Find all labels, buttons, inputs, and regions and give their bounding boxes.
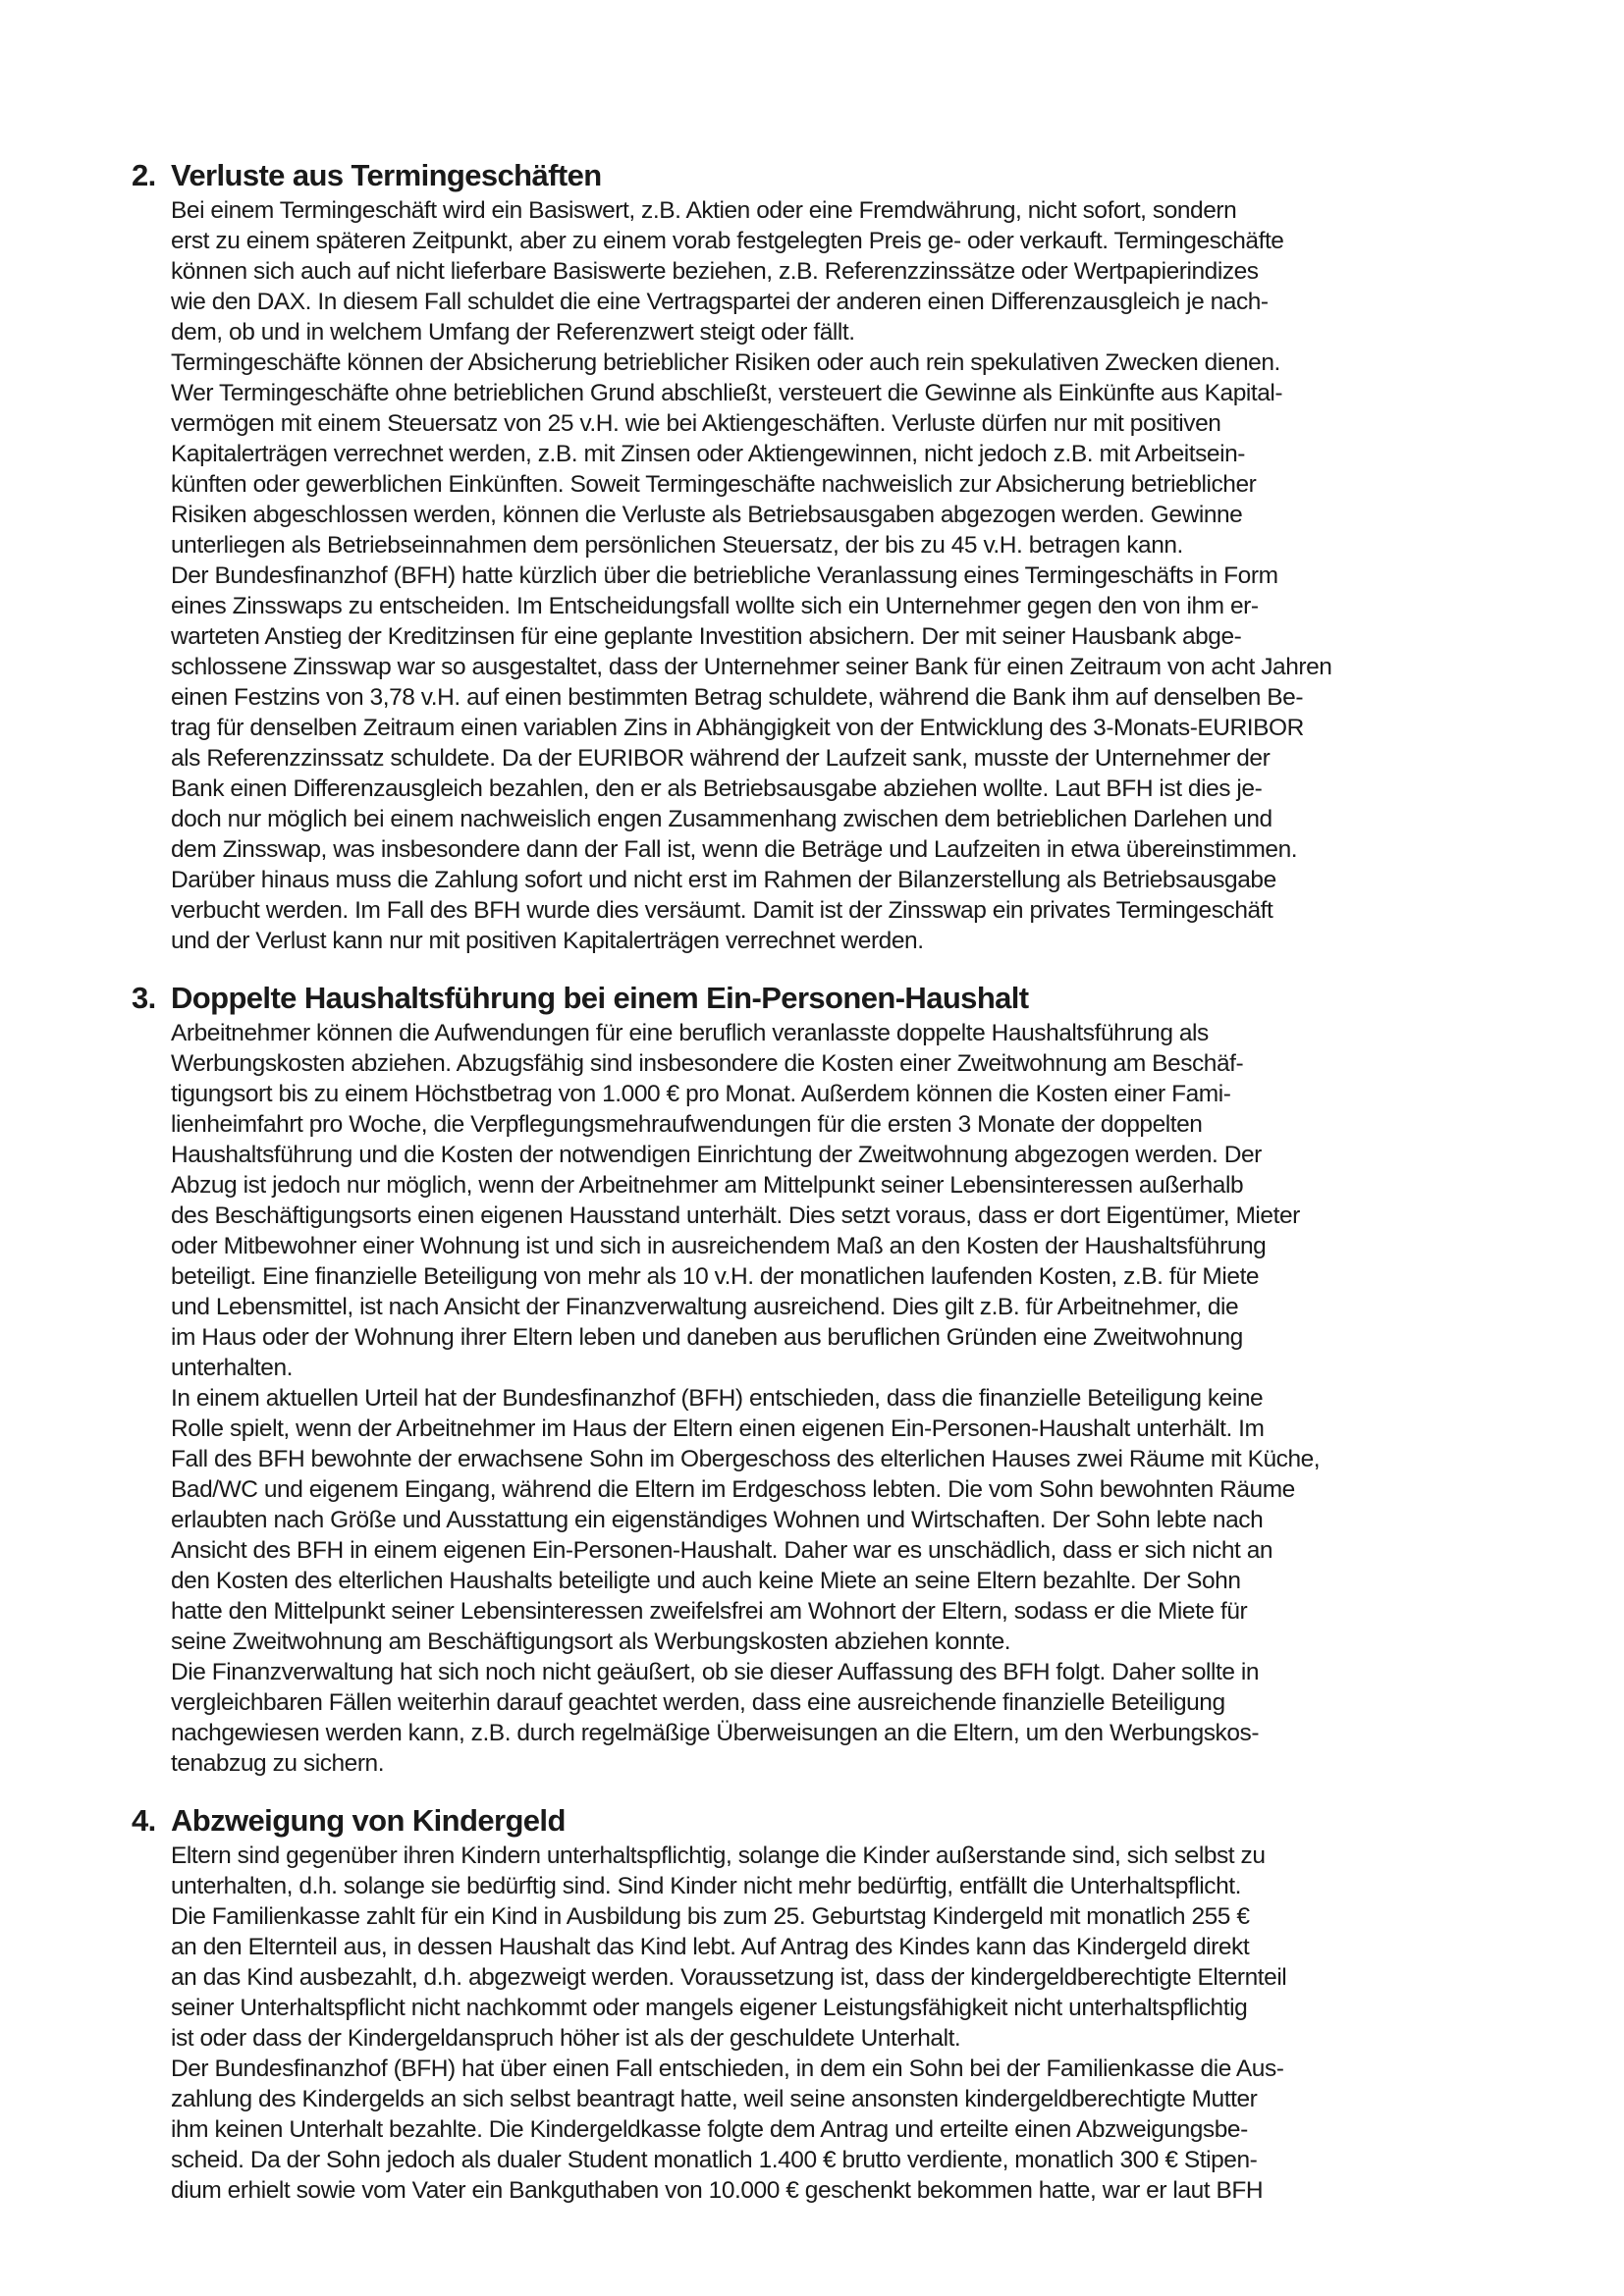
body-line: Die Finanzverwaltung hat sich noch nicht geäußert, ob sie dieser Auffassung des BFH folgt. Daher sollte in (171, 1659, 1260, 1685)
body-line: Rolle spielt, wenn der Arbeitnehmer im Haus der Eltern einen eigenen Ein-Personen-Haushalt unterhält. Im (171, 1415, 1265, 1442)
body-line: oder Mitbewohner einer Wohnung ist und sich in ausreichendem Maß an den Kosten der Haushaltsführung (171, 1233, 1267, 1259)
body-line: tigungsort bis zu einem Höchstbetrag von 1.000 € pro Monat. Außerdem können die Kosten einer Fami- (171, 1081, 1231, 1107)
body-line: schlossene Zinsswap war so ausgestaltet, dass der Unternehmer seiner Bank für einen Zeitraum von acht Jahren (171, 654, 1332, 680)
body-line: seine Zweitwohnung am Beschäftigungsort als Werbungskosten abziehen konnte. (171, 1629, 1011, 1655)
section-number: 2. (132, 158, 156, 192)
section-heading (132, 1800, 1469, 1841)
body-line: Haushaltsführung und die Kosten der notwendigen Einrichtung der Zweitwohnung abgezogen werden. Der (171, 1142, 1262, 1168)
section-body (171, 1018, 1469, 1779)
section-title: Verluste aus Termingeschäften (171, 158, 602, 192)
body-line: vermögen mit einem Steuersatz von 25 v.H. wie bei Aktiengeschäften. Verluste dürfen nur mit positiven (171, 410, 1221, 437)
body-line: Kapitalerträgen verrechnet werden, z.B. mit Zinsen oder Aktiengewinnen, nicht jedoch z.B. mit Arbeitsein- (171, 441, 1245, 467)
body-line: Bad/WC und eigenem Eingang, während die Eltern im Erdgeschoss lebten. Die vom Sohn bewohnten Räume (171, 1476, 1295, 1503)
section-title: Abzweigung von Kindergeld (171, 1803, 566, 1838)
body-line: zahlung des Kindergelds an sich selbst beantragt hatte, weil seine ansonsten kindergeldberechtigte Mutter (171, 2086, 1258, 2112)
body-line: unterliegen als Betriebseinnahmen dem persönlichen Steuersatz, der bis zu 45 v.H. betragen kann. (171, 532, 1183, 559)
body-line: hatte den Mittelpunkt seiner Lebensinteressen zweifelsfrei am Wohnort der Eltern, sodass er die Miete für (171, 1598, 1248, 1625)
section-body (171, 1841, 1469, 2206)
body-line: tenabzug zu sichern. (171, 1750, 385, 1777)
section-number: 3. (132, 981, 156, 1015)
body-line: dem, ob und in welchem Umfang der Referenzwert steigt oder fällt. (171, 319, 855, 346)
body-line: als Referenzzinssatz schuldete. Da der EURIBOR während der Laufzeit sank, musste der Unternehmer der (171, 745, 1271, 772)
body-line: Bank einen Differenzausgleich bezahlen, den er als Betriebsausgabe abziehen wollte. Laut BFH ist dies je- (171, 775, 1263, 802)
section (132, 1800, 1469, 2206)
body-line: dem Zinsswap, was insbesondere dann der Fall ist, wenn die Beträge und Laufzeiten in etwa übereinstimmen. (171, 836, 1298, 863)
body-line: eines Zinsswaps zu entscheiden. Im Entscheidungsfall wollte sich ein Unternehmer gegen den von ihm er- (171, 593, 1259, 619)
body-line: Wer Termingeschäfte ohne betrieblichen Grund abschließt, versteuert die Gewinne als Einkünfte aus Kapital- (171, 380, 1283, 406)
body-line: und der Verlust kann nur mit positiven Kapitalerträgen verrechnet werden. (171, 928, 924, 954)
body-line: im Haus oder der Wohnung ihrer Eltern leben und daneben aus beruflichen Gründen eine Zweitwohnung (171, 1324, 1243, 1351)
body-line: Die Familienkasse zahlt für ein Kind in Ausbildung bis zum 25. Geburtstag Kindergeld mit monatlich 255 € (171, 1903, 1250, 1930)
body-line: vergleichbaren Fällen weiterhin darauf geachtet werden, dass eine ausreichende finanzielle Beteiligung (171, 1689, 1225, 1716)
body-line: verbucht werden. Im Fall des BFH wurde dies versäumt. Damit ist der Zinsswap ein privates Termingeschäft (171, 897, 1273, 924)
body-line: unterhalten. (171, 1355, 294, 1381)
body-line: unterhalten, d.h. solange sie bedürftig sind. Sind Kinder nicht mehr bedürftig, entfällt die Unterhaltspflicht. (171, 1873, 1241, 1899)
body-line: doch nur möglich bei einem nachweislich engen Zusammenhang zwischen dem betrieblichen Darlehen und (171, 806, 1272, 832)
body-line: Arbeitnehmer können die Aufwendungen für eine beruflich veranlasste doppelte Haushaltsführung als (171, 1020, 1209, 1046)
body-line: einen Festzins von 3,78 v.H. auf einen bestimmten Betrag schuldete, während die Bank ihm auf denselben Be- (171, 684, 1304, 711)
body-line: künften oder gewerblichen Einkünften. Soweit Termingeschäfte nachweislich zur Absicherung betrieblicher (171, 471, 1257, 498)
section-title: Doppelte Haushaltsführung bei einem Ein-Personen-Haushalt (171, 981, 1029, 1015)
body-line: Fall des BFH bewohnte der erwachsene Sohn im Obergeschoss des elterlichen Hauses zwei Räume mit Küche, (171, 1446, 1321, 1472)
body-line: den Kosten des elterlichen Haushalts beteiligte und auch keine Miete an seine Eltern bezahlte. Der Sohn (171, 1568, 1241, 1594)
body-line: wie den DAX. In diesem Fall schuldet die eine Vertragspartei der anderen einen Differenzausgleich je nach- (171, 289, 1269, 315)
body-line: erst zu einem späteren Zeitpunkt, aber zu einem vorab festgelegten Preis ge- oder verkauft. Termingeschäfte (171, 228, 1284, 254)
body-line: trag für denselben Zeitraum einen variablen Zins in Abhängigkeit von der Entwicklung des 3-Monats-EURIBOR (171, 715, 1304, 741)
body-line: an das Kind ausbezahlt, d.h. abgezweigt werden. Voraussetzung ist, dass der kindergeldberechtigte Elternteil (171, 1964, 1287, 1991)
body-line: ist oder dass der Kindergeldanspruch höher ist als der geschuldete Unterhalt. (171, 2025, 961, 2052)
body-line: ihm keinen Unterhalt bezahlte. Die Kindergeldkasse folgte dem Antrag und erteilte einen Abzweigungsbe- (171, 2116, 1248, 2143)
body-line: Abzug ist jedoch nur möglich, wenn der Arbeitnehmer am Mittelpunkt seiner Lebensinteressen außerhalb (171, 1172, 1244, 1199)
body-line: nachgewiesen werden kann, z.B. durch regelmäßige Überweisungen an die Eltern, um den Werbungskos- (171, 1720, 1260, 1746)
body-line: Eltern sind gegenüber ihren Kindern unterhaltspflichtig, solange die Kinder außerstande sind, sich selbst zu (171, 1842, 1266, 1869)
section (132, 978, 1469, 1779)
body-line: Werbungskosten abziehen. Abzugsfähig sind insbesondere die Kosten einer Zweitwohnung am Beschäf- (171, 1050, 1244, 1077)
body-line: In einem aktuellen Urteil hat der Bundesfinanzhof (BFH) entschieden, dass die finanzielle Beteiligung keine (171, 1385, 1264, 1412)
body-line: Ansicht des BFH in einem eigenen Ein-Personen-Haushalt. Daher war es unschädlich, dass er sich nicht an (171, 1537, 1273, 1564)
section-heading (132, 978, 1469, 1018)
body-line: des Beschäftigungsorts einen eigenen Hausstand unterhält. Dies setzt voraus, dass er dort Eigentümer, Mieter (171, 1202, 1300, 1229)
body-line: Risiken abgeschlossen werden, können die Verluste als Betriebsausgaben abgezogen werden. Gewinne (171, 502, 1243, 528)
section-body (171, 195, 1469, 956)
body-line: seiner Unterhaltspflicht nicht nachkommt oder mangels eigener Leistungsfähigkeit nicht unterhaltspflichtig (171, 1995, 1248, 2021)
body-line: an den Elternteil aus, in dessen Haushalt das Kind lebt. Auf Antrag des Kindes kann das Kindergeld direkt (171, 1934, 1250, 1960)
body-line: lienheimfahrt pro Woche, die Verpflegungsmehraufwendungen für die ersten 3 Monate der doppelten (171, 1111, 1203, 1138)
body-line: Termingeschäfte können der Absicherung betrieblicher Risiken oder auch rein spekulativen Zwecken dienen. (171, 349, 1280, 376)
section-number: 4. (132, 1803, 156, 1838)
body-line: und Lebensmittel, ist nach Ansicht der Finanzverwaltung ausreichend. Dies gilt z.B. für Arbeitnehmer, die (171, 1294, 1239, 1320)
body-line: scheid. Da der Sohn jedoch als dualer Student monatlich 1.400 € brutto verdiente, monatlich 300 € Stipen- (171, 2147, 1258, 2173)
body-line: beteiligt. Eine finanzielle Beteiligung von mehr als 10 v.H. der monatlichen laufenden Kosten, z.B. für Miete (171, 1263, 1260, 1290)
content-column (132, 155, 1469, 2206)
body-line: Der Bundesfinanzhof (BFH) hatte kürzlich über die betriebliche Veranlassung eines Termingeschäfts in Form (171, 562, 1278, 589)
body-line: können sich auch auf nicht lieferbare Basiswerte beziehen, z.B. Referenzzinssätze oder Wertpapierindizes (171, 258, 1259, 285)
body-line: dium erhielt sowie vom Vater ein Bankguthaben von 10.000 € geschenkt bekommen hatte, war er laut BFH (171, 2177, 1264, 2204)
section-heading (132, 155, 1469, 195)
body-line: Bei einem Termingeschäft wird ein Basiswert, z.B. Aktien oder eine Fremdwährung, nicht sofort, sondern (171, 197, 1237, 224)
body-line: warteten Anstieg der Kreditzinsen für eine geplante Investition absichern. Der mit seiner Hausbank abge- (171, 623, 1242, 650)
body-line: Darüber hinaus muss die Zahlung sofort und nicht erst im Rahmen der Bilanzerstellung als Betriebsausgabe (171, 867, 1276, 893)
body-line: erlaubten nach Größe und Ausstattung ein eigenständiges Wohnen und Wirtschaften. Der Sohn lebte nach (171, 1507, 1264, 1533)
section (132, 155, 1469, 956)
body-line: Der Bundesfinanzhof (BFH) hat über einen Fall entschieden, in dem ein Sohn bei der Familienkasse die Aus- (171, 2056, 1284, 2082)
